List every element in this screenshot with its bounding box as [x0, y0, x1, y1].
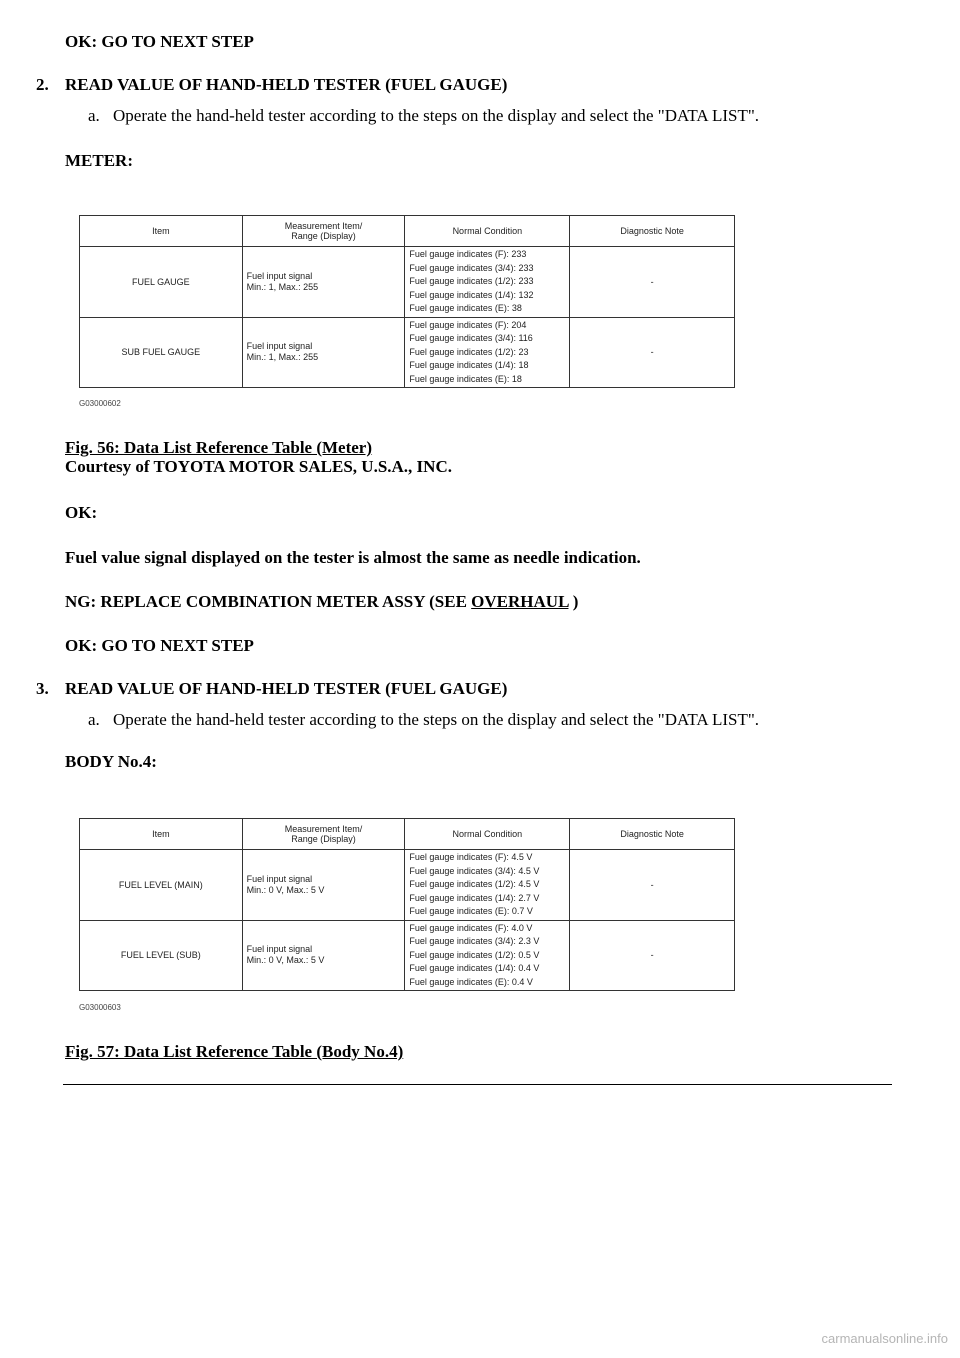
condition-line: Fuel gauge indicates (1/2): 23: [409, 346, 529, 357]
step-2-number: 2.: [36, 75, 49, 94]
condition-line: Fuel gauge indicates (3/4): 4.5 V: [409, 865, 540, 876]
header-measurement-item: Measurement Item/ Range (Display): [242, 216, 405, 247]
header-item: Item: [80, 216, 243, 247]
header-measurement-item: Measurement Item/ Range (Display): [242, 819, 405, 850]
table-header-row: [80, 819, 735, 850]
table-row: [80, 850, 735, 921]
ok-go-to-next-step-heading-2: OK: GO TO NEXT STEP: [65, 636, 254, 655]
condition-line: Fuel gauge indicates (1/4): 132: [409, 289, 534, 300]
row-item: FUEL GAUGE: [80, 247, 243, 318]
table-row: [80, 920, 735, 991]
row-conditions: [405, 920, 570, 991]
condition-line: Fuel gauge indicates (E): 38: [409, 303, 522, 313]
data-list-table-body-no4: [79, 818, 735, 991]
header-normal-condition: Normal Condition: [405, 216, 570, 247]
header-normal-condition: Normal Condition: [405, 819, 570, 850]
header-diagnostic-note: Diagnostic Note: [570, 216, 735, 247]
page-divider: [63, 1084, 892, 1085]
body-no4-section-label: BODY No.4:: [65, 752, 157, 771]
header-item: Item: [80, 819, 243, 850]
condition-line: Fuel gauge indicates (3/4): 233: [409, 262, 534, 273]
figure-code: G03000602: [79, 399, 121, 408]
step-2-title: READ VALUE OF HAND-HELD TESTER (FUEL GAUGE): [65, 75, 508, 94]
table-header-row: [80, 216, 735, 247]
step-3-title: READ VALUE OF HAND-HELD TESTER (FUEL GAUGE): [65, 679, 508, 698]
condition-line: Fuel gauge indicates (F): 204: [409, 319, 527, 330]
data-list-table-meter: [79, 215, 735, 388]
condition-line: Fuel gauge indicates (F): 4.0 V: [409, 922, 533, 933]
condition-line: Fuel gauge indicates (F): 4.5 V: [409, 852, 533, 862]
row-item: SUB FUEL GAUGE: [80, 317, 243, 388]
ok-go-to-next-step-heading: OK: GO TO NEXT STEP: [65, 32, 254, 51]
watermark-footer: carmanualsonline.info: [821, 1331, 948, 1346]
table-row: [80, 317, 735, 388]
row-item: FUEL LEVEL (SUB): [80, 920, 243, 991]
meter-section-label: METER:: [65, 151, 133, 170]
condition-line: Fuel gauge indicates (1/2): 233: [409, 276, 534, 286]
condition-line: Fuel gauge indicates (1/2): 0.5 V: [409, 949, 540, 960]
ok-label: OK:: [65, 503, 98, 522]
condition-line: Fuel gauge indicates (3/4): 116: [409, 333, 533, 343]
courtesy-line: Courtesy of TOYOTA MOTOR SALES, U.S.A., INC.: [65, 457, 452, 476]
condition-line: Fuel gauge indicates (1/4): 18: [409, 360, 529, 370]
header-diagnostic-note: Diagnostic Note: [570, 819, 735, 850]
row-range: Fuel input signal Min.: 0 V, Max.: 5 V: [242, 920, 405, 991]
figure-code: G03000603: [79, 1003, 121, 1012]
condition-line: Fuel gauge indicates (1/4): 0.4 V: [409, 963, 540, 973]
step-3-sub-a-text: Operate the hand-held tester according to the steps on the display and select the "DATA LIST".: [113, 710, 760, 729]
condition-line: Fuel gauge indicates (F): 233: [409, 249, 527, 259]
row-note: -: [570, 247, 735, 318]
row-range: Fuel input signal Min.: 1, Max.: 255: [242, 247, 405, 318]
overhaul-link[interactable]: OVERHAUL: [471, 592, 569, 611]
ok-criteria-text: Fuel value signal displayed on the tester is almost the same as needle indication.: [65, 548, 641, 567]
condition-line: Fuel gauge indicates (E): 0.7 V: [409, 906, 533, 916]
condition-line: Fuel gauge indicates (E): 18: [409, 373, 522, 384]
condition-line: Fuel gauge indicates (3/4): 2.3 V: [409, 936, 540, 946]
step-2-sub-a-text: Operate the hand-held tester according to the steps on the display and select the "DATA LIST".: [113, 106, 760, 125]
condition-line: Fuel gauge indicates (1/2): 4.5 V: [409, 879, 540, 889]
row-note: -: [570, 920, 735, 991]
figure-57-caption-link[interactable]: Fig. 57: Data List Reference Table (Body No.4): [65, 1042, 404, 1061]
row-range: Fuel input signal Min.: 0 V, Max.: 5 V: [242, 850, 405, 921]
row-note: -: [570, 850, 735, 921]
step-3-number: 3.: [36, 679, 49, 698]
row-note: -: [570, 317, 735, 388]
step-2-sub-a-label: a.: [88, 106, 100, 125]
row-conditions: [405, 317, 570, 388]
condition-line: Fuel gauge indicates (E): 0.4 V: [409, 976, 533, 987]
row-item: FUEL LEVEL (MAIN): [80, 850, 243, 921]
row-conditions: [405, 850, 570, 921]
figure-56-caption-link[interactable]: Fig. 56: Data List Reference Table (Meter): [65, 438, 373, 457]
table-row: [80, 247, 735, 318]
step-3-sub-a-label: a.: [88, 710, 100, 729]
row-conditions: [405, 247, 570, 318]
row-range: Fuel input signal Min.: 1, Max.: 255: [242, 317, 405, 388]
ng-instruction: NG: REPLACE COMBINATION METER ASSY (SEE OVERHAUL ): [65, 592, 579, 611]
condition-line: Fuel gauge indicates (1/4): 2.7 V: [409, 892, 540, 903]
